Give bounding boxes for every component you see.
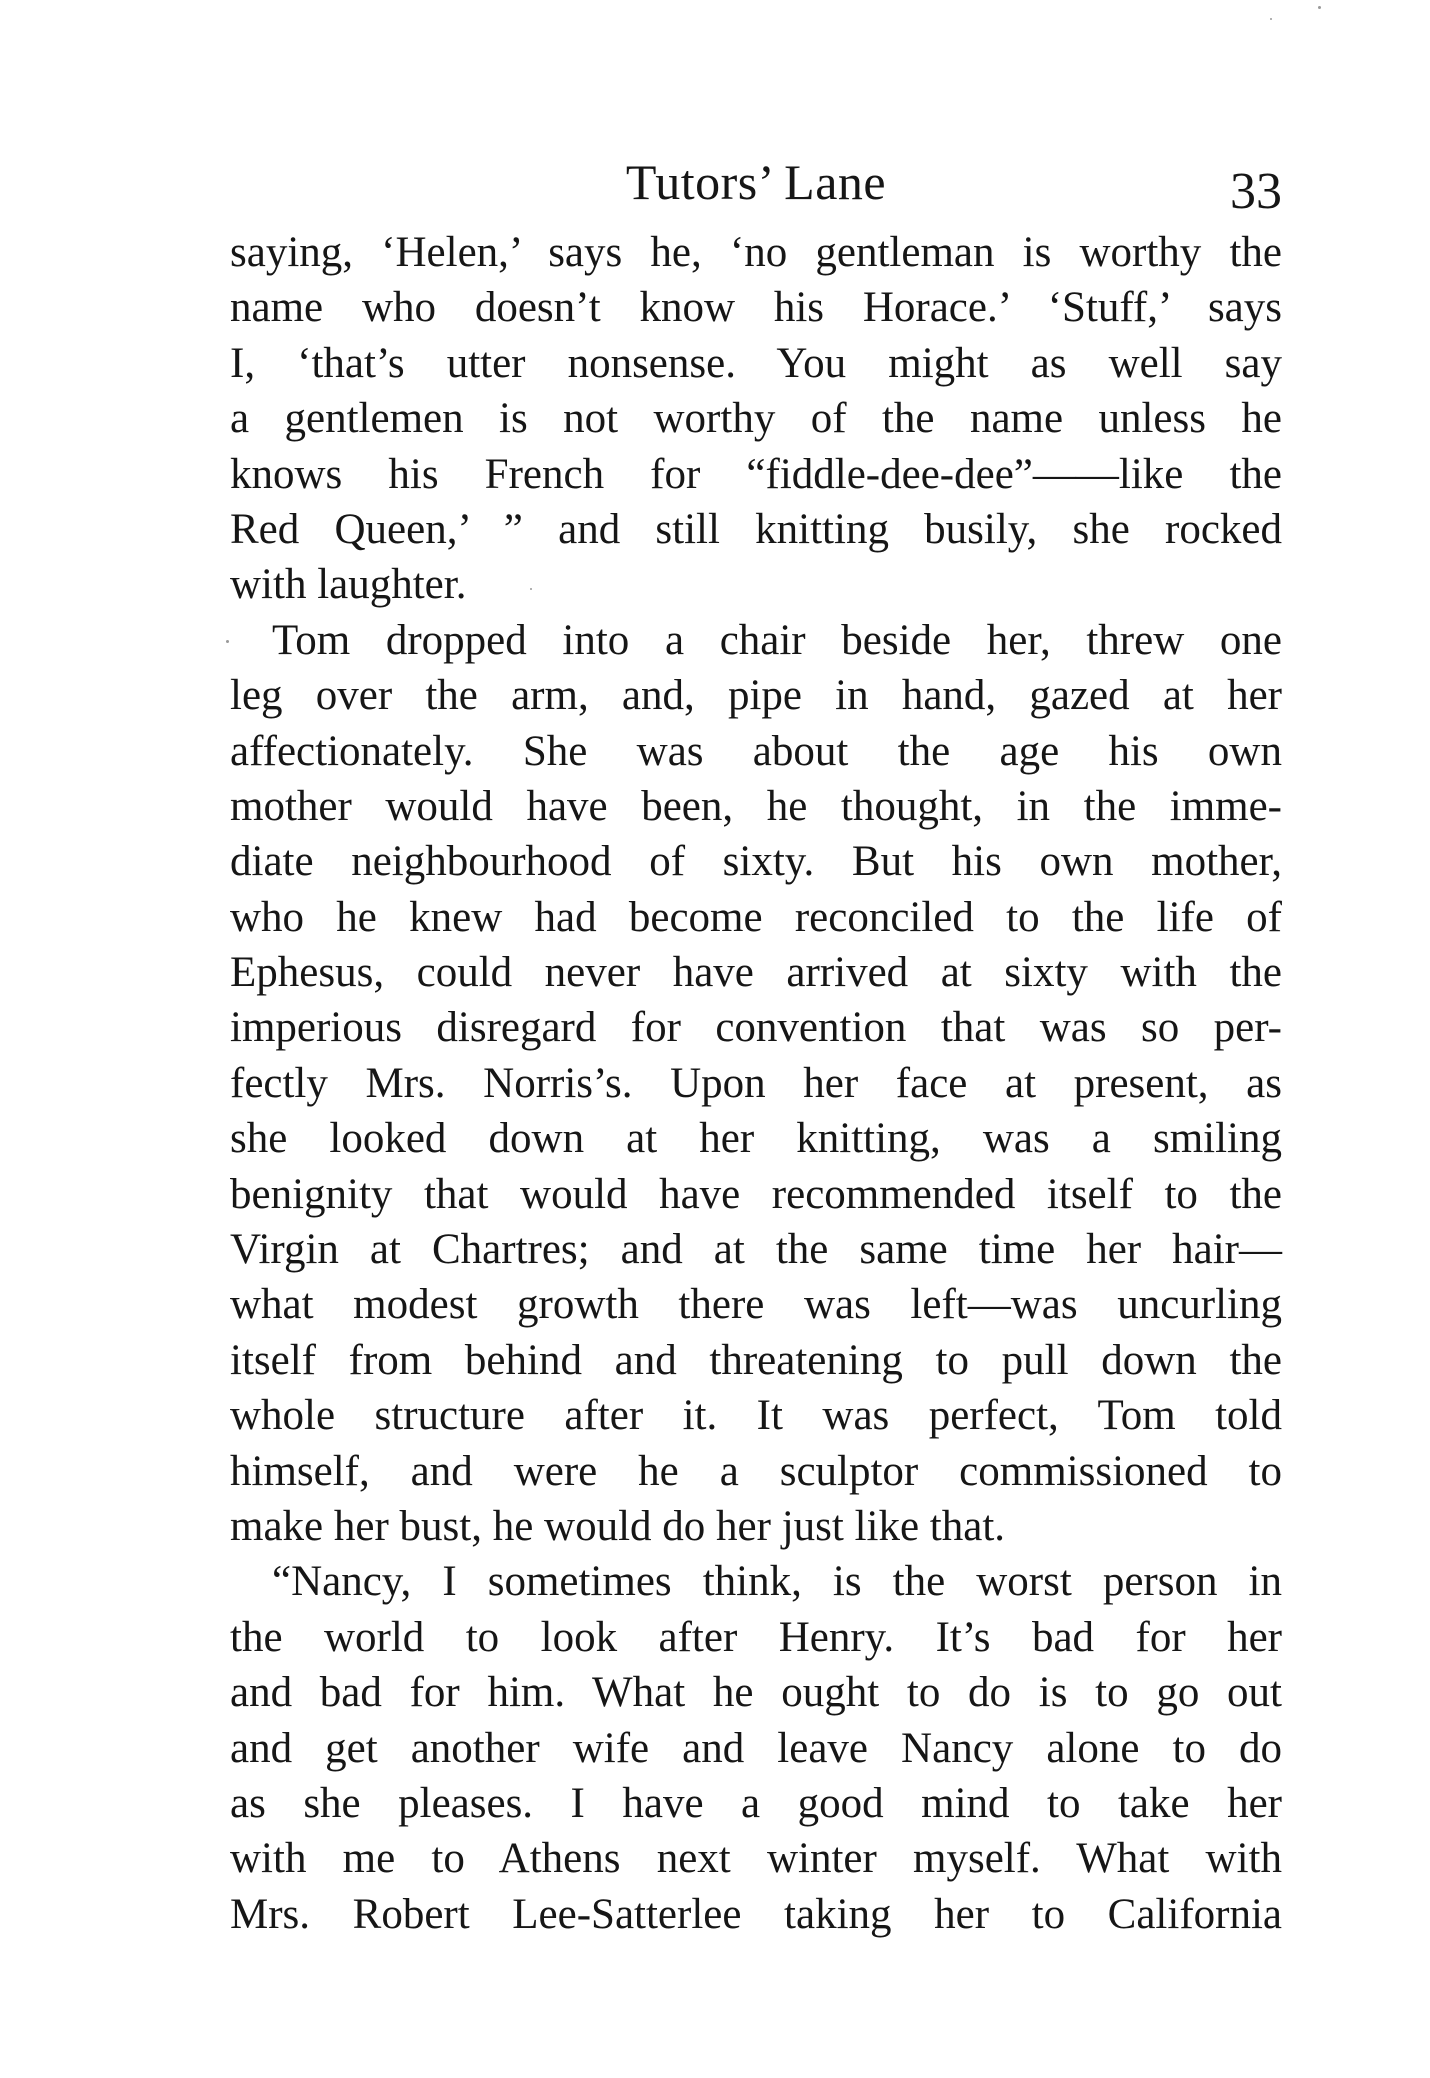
text-line: fectly Mrs. Norris’s. Upon her face at present, as [230, 1059, 1282, 1107]
text-line: Red Queen,’ ” and still knitting busily, she rocked [230, 505, 1282, 553]
text-line: and bad for him. What he ought to do is to go out [230, 1669, 1282, 1717]
text-line: with me to Athens next winter myself. What with [230, 1835, 1282, 1883]
text-line: benignity that would have recommended itself to the [230, 1170, 1282, 1218]
running-title: Tutors’ Lane [625, 154, 887, 210]
scan-speck [226, 640, 229, 643]
text-line: and get another wife and leave Nancy alone to do [230, 1724, 1282, 1772]
text-line: knows his French for “fiddle-dee-dee”——like the [230, 450, 1282, 498]
scan-speck [1270, 18, 1272, 20]
text-line: I, ‘that’s utter nonsense. You might as well say [230, 339, 1282, 387]
text-line: mother would have been, he thought, in the imme- [230, 782, 1282, 830]
scan-speck [530, 588, 532, 590]
text-line: imperious disregard for convention that was so per- [230, 1004, 1282, 1052]
text-line: diate neighbourhood of sixty. But his own mother, [230, 838, 1282, 886]
text-line: who he knew had become reconciled to the life of [230, 893, 1282, 941]
text-line: affectionately. She was about the age his own [230, 727, 1282, 775]
text-line: a gentlemen is not worthy of the name unless he [230, 395, 1282, 443]
text-line: Mrs. Robert Lee-Satterlee taking her to California [230, 1890, 1282, 1938]
text-line: “Nancy, I sometimes think, is the worst person in [272, 1558, 1282, 1606]
text-line: Ephesus, could never have arrived at sixty with the [230, 949, 1282, 997]
text-line: name who doesn’t know his Horace.’ ‘Stuff,’ says [230, 284, 1282, 332]
text-line: Virgin at Chartres; and at the same time her hair— [230, 1226, 1282, 1274]
running-head [230, 152, 1282, 224]
text-line: with laughter. [230, 561, 467, 609]
text-line: Tom dropped into a chair beside her, threw one [272, 616, 1282, 664]
text-line: himself, and were he a sculptor commissioned to [230, 1447, 1282, 1495]
text-line: as she pleases. I have a good mind to take her [230, 1779, 1282, 1827]
page-number: 33 [1230, 163, 1282, 220]
scan-speck [1318, 6, 1321, 9]
body-text [230, 225, 1282, 1942]
text-line: the world to look after Henry. It’s bad for her [230, 1613, 1282, 1661]
text-line: whole structure after it. It was perfect, Tom told [230, 1392, 1282, 1440]
text-line: leg over the arm, and, pipe in hand, gazed at her [230, 672, 1282, 720]
text-line: itself from behind and threatening to pull down the [230, 1336, 1282, 1384]
text-line: saying, ‘Helen,’ says he, ‘no gentleman is worthy the [230, 229, 1282, 276]
text-line: she looked down at her knitting, was a smiling [230, 1115, 1282, 1163]
text-line: what modest growth there was left—was uncurling [230, 1281, 1282, 1329]
text-line: make her bust, he would do her just like that. [230, 1502, 1006, 1550]
